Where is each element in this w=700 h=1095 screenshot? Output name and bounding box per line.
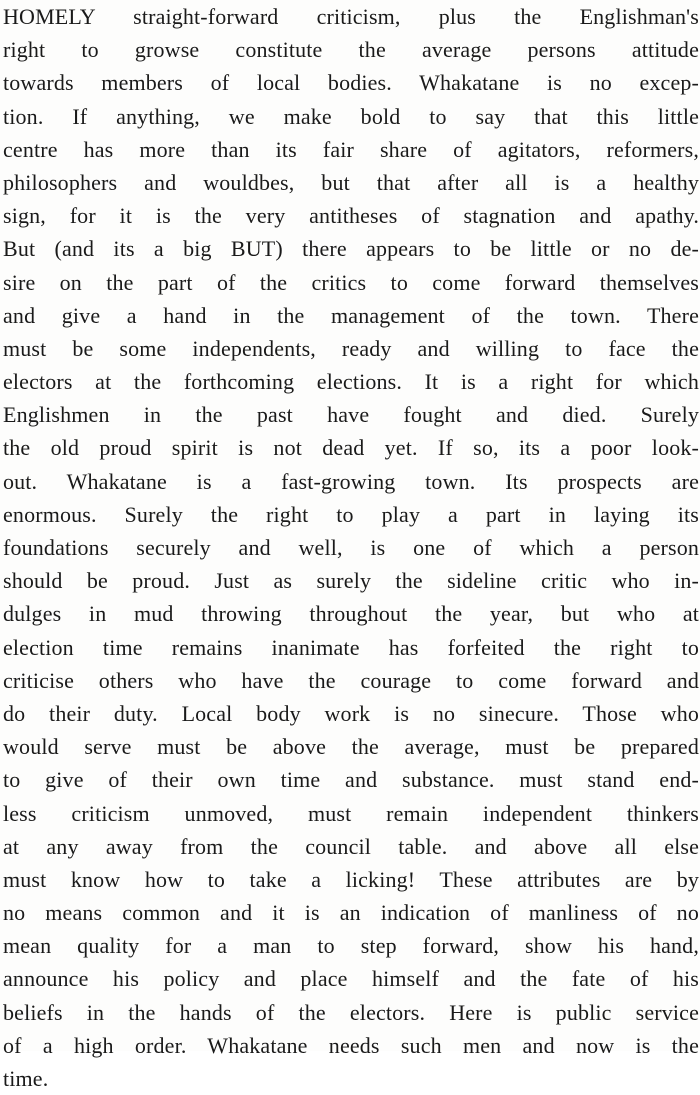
text-line: beliefs in the hands of the electors. Here is public service — [3, 999, 699, 1025]
text-line: mean quality for a man to step forward, show his hand, — [3, 933, 699, 959]
text-line: would serve must be above the average, must be prepared — [3, 734, 699, 760]
text-line: of a high order. Whakatane needs such men and now is the — [3, 1032, 699, 1058]
text-line: dulges in mud throwing throughout the year, but who at — [3, 601, 699, 627]
text-line: HOMELY straight-forward criticism, plus the Englishman's — [3, 4, 699, 29]
text-line: sire on the part of the critics to come forward themselves — [3, 269, 699, 295]
text-line: time. — [3, 1066, 49, 1091]
text-line: centre has more than its fair share of agitators, reformers, — [3, 136, 699, 162]
text-line: right to growse constitute the average persons attitude — [3, 37, 699, 63]
text-line: enormous. Surely the right to play a part in laying its — [3, 501, 699, 527]
text-line: philosophers and wouldbes, but that after all is a healthy — [3, 169, 699, 195]
text-line: tion. If anything, we make bold to say that this little — [3, 103, 699, 129]
text-line: no means common and it is an indication of manliness of no — [3, 900, 699, 926]
text-line: at any away from the council table. and above all else — [3, 833, 699, 859]
text-line: election time remains inanimate has forfeited the right to — [3, 634, 699, 660]
text-line: less criticism unmoved, must remain independent thinkers — [3, 800, 699, 826]
text-line: do their duty. Local body work is no sinecure. Those who — [3, 700, 699, 726]
text-line: Englishmen in the past have fought and died. Surely — [3, 402, 699, 428]
text-line: foundations securely and well, is one of which a person — [3, 535, 699, 560]
text-line: electors at the forthcoming elections. It is a right for which — [3, 369, 699, 395]
text-line: should be proud. Just as surely the sideline critic who in- — [3, 568, 699, 594]
text-line: out. Whakatane is a fast-growing town. Its prospects are — [3, 468, 699, 494]
text-line: criticise others who have the courage to come forward and — [3, 667, 699, 693]
text-line: towards members of local bodies. Whakatane is no excep- — [3, 70, 699, 96]
text-line: But (and its a big BUT) there appears to be little or no de- — [3, 236, 699, 262]
text-line: announce his policy and place himself and the fate of his — [3, 966, 699, 992]
text-line: must be some independents, ready and willing to face the — [3, 335, 699, 361]
editorial-text-column — [3, 0, 699, 1095]
text-line: and give a hand in the management of the town. There — [3, 302, 699, 328]
text-line: sign, for it is the very antitheses of stagnation and apathy. — [3, 203, 699, 229]
text-line: to give of their own time and substance. must stand end- — [3, 767, 699, 793]
text-line: must know how to take a licking! These attributes are by — [3, 866, 699, 892]
text-line: the old proud spirit is not dead yet. If so, its a poor look- — [3, 435, 699, 461]
